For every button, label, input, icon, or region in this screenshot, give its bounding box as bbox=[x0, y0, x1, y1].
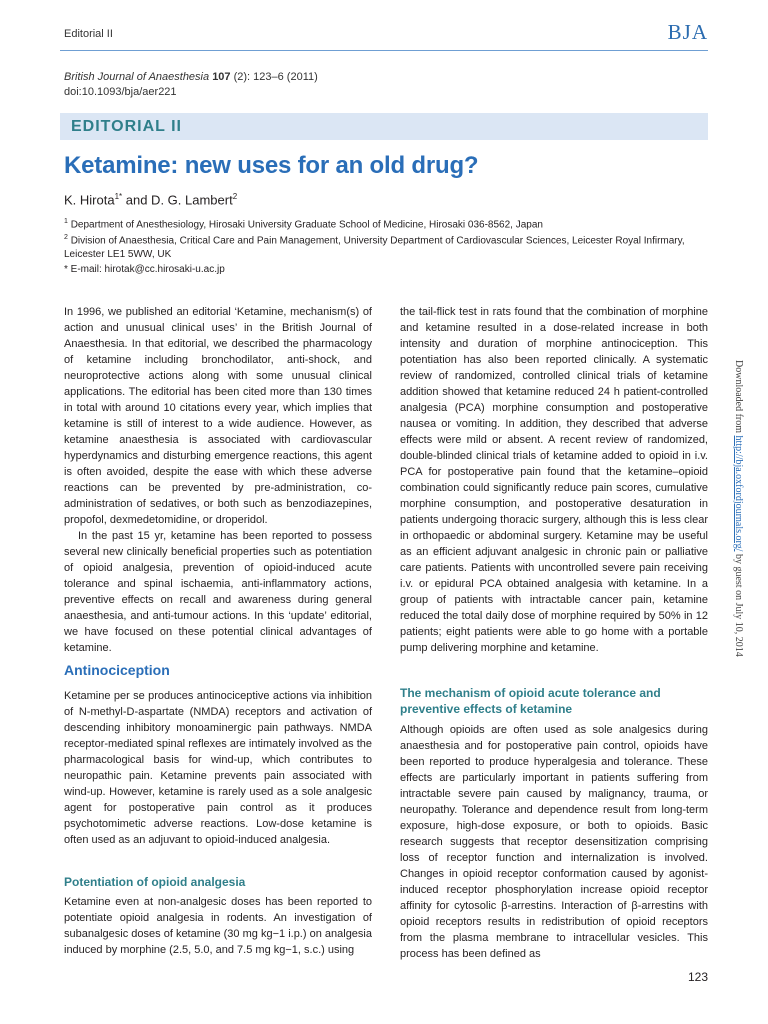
page-number: 123 bbox=[687, 970, 708, 984]
paragraph-mechanism: Although opioids are often used as sole analgesics during anaesthesia and for postoperative pain control, opioids have been reported to produce hyperalgesia and tolerance. These effects are particularly important in patients suffering from intractable severe pain caused by malignancy, trauma, or neuropathy. Tolerance and dependence result from long-term exposure, high-dose exposure, or both to opioids. Basic research suggests that receptor desensitization comprising loss of receptor function and internalization is involved. Changes in opioid receptor conformation caused by agonist-induced receptor phosphorylation increase opioid receptor affinity for cytosolic β-arrestins. Interaction of β-arrestins with opioid receptors results in redistribution of opioid receptors from the plasma membrane to intracellular vesicles. This process has been defined as bbox=[400, 724, 708, 960]
heading-antinociception: Antinociception bbox=[64, 662, 170, 678]
paragraph-intro-2: In the past 15 yr, ketamine has been reported to possess several new clinically beneficial properties such as potentiation of opioid analgesia, prevention of opioid-induced acute tolerance and spinal ischaemia, anti-inflammatory actions, preventive effects on recall and awareness during general anaesthesia, and anti-tumour actions. In this ‘update’ editorial, we have focused on these potential clinical advantages of ketamine. bbox=[64, 530, 372, 654]
paragraph-potentiation: Ketamine even at non-analgesic doses has been reported to potentiate opioid analgesia in rodents. An investigation of subanalgesic doses of ketamine (30 mg kg−1 i.p.) on analgesia induced by morphine (2.5, 5.0, and 7.5 mg kg−1, s.c.) using bbox=[64, 896, 372, 956]
heading-mechanism: The mechanism of opioid acute tolerance and preventive effects of ketamine bbox=[400, 686, 661, 716]
issue-pages: (2): 123–6 (2011) bbox=[233, 71, 318, 83]
authors bbox=[64, 192, 237, 207]
header-rule bbox=[60, 50, 708, 51]
affiliation-2 bbox=[64, 231, 712, 262]
author-1: K. Hirota bbox=[64, 192, 115, 208]
affiliation-1 bbox=[64, 215, 712, 232]
right-column-top bbox=[400, 304, 708, 656]
affiliation-1-sup: 1 bbox=[64, 218, 68, 225]
download-link[interactable]: http://bja.oxfordjournals.org/ bbox=[733, 435, 744, 552]
left-column-antinociception bbox=[64, 688, 372, 848]
author-2: and D. G. Lambert bbox=[122, 192, 233, 208]
journal-name: British Journal of Anaesthesia bbox=[64, 71, 210, 83]
volume: 107 bbox=[212, 71, 231, 83]
paragraph-intro-1: In 1996, we published an editorial ‘Ketamine, mechanism(s) of action and unusual clinical uses’ in the British Journal of Anaesthesia. In that editorial, we described the pharmacology of ketamine including bronchodilator, anti-shock, and neuroprotective actions along with some unusual clinical applications. The editorial has been cited more than 130 times in total with around 10 citations every year, which implies that ketamine is still of interest to a wide audience. However, as ketamine anaesthesia is associated with cardiovascular hyperdynamics and disturbing emergence reactions, this agent is often avoided, despite the ease with which these adverse reactions can be prevented by pre-administration, co-administration of sedatives, or both such as benzodiazepines, propofol, dexmedetomidine, or droperidol. bbox=[64, 306, 372, 526]
article-title: Ketamine: new uses for an old drug? bbox=[64, 152, 479, 179]
affiliation-2-text: Division of Anaesthesia, Critical Care and Pain Management, University Department of Cardiovascular Sciences, Leicester Royal Infirmary, Leicester LE1 5WW, UK bbox=[64, 235, 685, 261]
download-note-prefix: Downloaded from bbox=[733, 360, 744, 436]
left-column-potentiation bbox=[64, 894, 372, 958]
journal-logo: BJA bbox=[667, 20, 708, 44]
running-head: Editorial II bbox=[64, 28, 113, 40]
citation bbox=[64, 70, 318, 100]
doi: doi:10.1093/bja/aer221 bbox=[64, 86, 177, 98]
email: * E-mail: hirotak@cc.hirosaki-u.ac.jp bbox=[64, 264, 225, 275]
paragraph-antinociception: Ketamine per se produces antinociceptive actions via inhibition of N-methyl-D-aspartate (NMDA) receptors and activation of descending inhibitory monoaminergic pain pathways. NMDA receptor-mediated spinal reflexes are intimately involved as the pharmacological basis for wind-up, which contributes to neuropathic pain. Ketamine prevents pain associated with wind-up. However, ketamine is rarely used as a sole analgesic agent for postoperative pain control as it produces psychotomimetic adverse reactions. Low-dose ketamine is often used as an adjuvant to opioid-induced analgesia. bbox=[64, 690, 372, 846]
affiliation-2-sup: 2 bbox=[64, 234, 68, 241]
right-column-mechanism bbox=[400, 722, 708, 962]
editorial-label: EDITORIAL II bbox=[71, 118, 182, 135]
affiliation-1-text: Department of Anesthesiology, Hirosaki University Graduate School of Medicine, Hirosaki 036-8562, Japan bbox=[70, 219, 543, 231]
download-note bbox=[733, 360, 744, 657]
paragraph-right-1: the tail-flick test in rats found that the combination of morphine and ketamine resulted in a dose-related increase in both intensity and duration of morphine antinociception. This potentiation has also been reported clinically. A systematic review of randomized, controlled clinical trials of ketamine addition showed that ketamine reduced 24 h patient-controlled analgesia (PCA) morphine consumption and postoperative nausea or vomiting. In addition, they described that adverse effects were mild or absent. A recent review of randomized, double-blinded clinical trials of ketamine added to opioid in i.v. PCA for postoperative pain found that the ketamine–opioid combination could significantly reduce pain scores, cumulative morphine consumption, and postoperative desaturation in patients undergoing thoracic surgery, although this is less clear in orthopaedic or abdominal surgery. Ketamine may be useful as an efficient adjuvant analgesic in chronic pain or palliative care patients. Patients with uncontrolled severe pain receiving i.v. or epidural PCA obtained analgesia with ketamine. In a group of patients with intractable cancer pain, ketamine reduced the total daily dose of morphine required by 50% in 12 patients; eight patients were able to go home with a portable pump delivering morphine and ketamine. bbox=[400, 306, 708, 654]
author-2-sup: 2 bbox=[232, 192, 238, 201]
author-1-sup: 1* bbox=[114, 192, 123, 201]
left-column-intro bbox=[64, 304, 372, 656]
download-note-suffix: by guest on July 10, 2014 bbox=[733, 551, 744, 657]
heading-potentiation: Potentiation of opioid analgesia bbox=[64, 875, 246, 889]
